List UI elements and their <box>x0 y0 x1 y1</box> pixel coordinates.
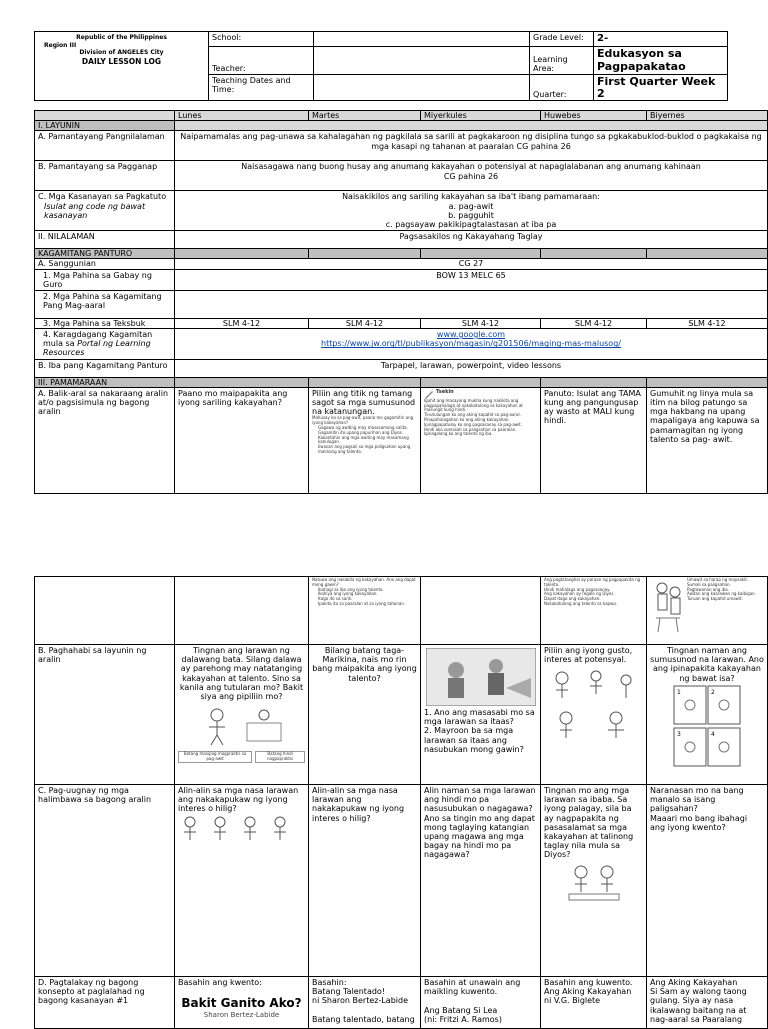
area-label: Learning Area: <box>530 47 594 75</box>
balik-martes-choice: Gagamitin ito upang papurihan ang Diyos. <box>318 429 404 435</box>
talents-illustration <box>546 666 642 746</box>
day-header: Biyernes <box>647 111 768 121</box>
day-header: Miyerkules <box>421 111 541 121</box>
cont-huwebes-item: Dapat itago ang kakayahan. <box>544 596 601 602</box>
learning-resources-label-cell <box>35 329 175 360</box>
paghahabi-lunes-text: Tingnan ang larawan ng dalawang bata. Silang dalawa ay parehong may natatanging kakayahan at talento. Sino sa kanila ang tutularan mo? Bakit siya ang pipiliin mo? <box>179 646 304 701</box>
row-label-note: Portal ng Learning Resources <box>43 339 151 358</box>
balik-martes-text: Piliin ang titik ng tamang sagot sa mga sumusunod na katanungan. <box>312 388 416 417</box>
numbered-pictures-grid <box>673 685 741 767</box>
paghahabi-miyerkules-text: 1. Ano ang masasabi mo sa mga larawan sa itaas? 2. Mayroon ba sa mga larawan sa itaas ang nasubukan mong gawin? <box>424 708 535 754</box>
pamamaraan-fill <box>175 377 309 387</box>
praying-children-illustration <box>563 862 625 902</box>
balik-miyerkules-item: Tinutulungan ko ang aking kapatid sa pag-aaral. <box>424 412 521 418</box>
pamamaraan-fill <box>421 377 541 387</box>
svg-text:3: 3 <box>677 730 681 738</box>
cont-martes-choice: Ikahiya ang iyong kakayahan. <box>318 591 378 597</box>
svg-text:1: 1 <box>677 688 681 696</box>
dates-label: Teaching Dates and Time: <box>209 75 314 101</box>
org-line: Division of ANGELES City <box>79 49 164 56</box>
cont-martes-choice: Ipakita ito sa paaralan at sa iyong tahanan. <box>318 600 406 606</box>
section-layunin-fill <box>175 121 768 131</box>
paghahabi-biyernes-cell <box>647 645 768 785</box>
cont-biyernes-item: Awitan ang kaarawan ng kaibigan. <box>687 591 756 597</box>
iba-text: Tarpapel, larawan, powerpoint, video lessons <box>175 359 768 377</box>
balik-miyerkules-cell <box>421 387 541 493</box>
cont-huwebes-item: Hindi mahalaga ang pagsasanay. <box>544 586 611 592</box>
row-label: A. Pamantayang Pangnilalaman <box>35 131 175 161</box>
row-label: 4. Karagdagang Kagamitan mula sa <box>43 330 153 349</box>
caption-box: Batang hindi nagpapraktis <box>255 751 305 763</box>
pagtalakay-martes: Basahin: Batang Talentado! ni Sharon Bertez-Labide Batang talentado, batang <box>309 977 421 1029</box>
paghahabi-huwebes-cell <box>541 645 647 785</box>
cont-huwebes-item: Nakakatulong ang talento sa kapwa. <box>544 600 618 606</box>
balik-miyerkules-item: Ipinagpapatuloy ko ang pagsasanay sa pag-awit. <box>424 421 523 427</box>
row-label: C. Mga Kasanayan sa Pagkatuto <box>38 192 167 202</box>
cont-martes-choice: Ibahagi sa iba ang iyong talento. <box>318 586 384 592</box>
section-layunin: I. LAYUNIN <box>35 121 175 131</box>
row-label: 2. Mga Pahina sa Kagamitang Pang Mag-aaral <box>35 290 175 318</box>
gabay-text: BOW 13 MELC 65 <box>175 269 768 290</box>
pagtalakay-huwebes: Basahin ang kuwento. Ang Aking Kakayahan ni V.G. Biglete <box>541 977 647 1029</box>
teksbuk-value: SLM 4-12 <box>175 318 309 328</box>
row-label: B. Iba pang Kagamitang Panturo <box>35 359 175 377</box>
children-singing-illustration <box>650 578 684 634</box>
cont-martes-choice: Itago ito sa sarili. <box>318 596 353 602</box>
school-label: School: <box>209 32 314 47</box>
continuation-blank <box>421 577 541 645</box>
kasanayan-text-cell <box>175 191 768 231</box>
pagtalakay-lunes-text: Basahin ang kwento: <box>178 978 262 987</box>
continuation-biyernes-cell <box>647 577 768 645</box>
grade-value: 2- <box>594 32 728 47</box>
pagtalakay-biyernes: Ang Aking Kakayahan Si Sam ay walong taong gulang. Siya ay nasa ikalawang baitang na at nag-aaral sa Paaralang <box>647 977 768 1029</box>
sanggunian-text: CG 27 <box>175 259 768 269</box>
teksbuk-value: SLM 4-12 <box>647 318 768 328</box>
story-title: Bakit Ganito Ako? <box>181 996 302 1011</box>
org-line: DAILY LESSON LOG <box>81 56 162 66</box>
row-label: A. Sanggunian <box>35 259 175 269</box>
teacher-label: Teacher: <box>209 47 314 75</box>
nilalaman-text: Pagsasakilos ng Kakayahang Taglay <box>175 231 768 249</box>
lesson-table-page1 <box>34 110 768 494</box>
cont-huwebes-item: Ang kakayahan ay regalo ng Diyos. <box>544 591 615 597</box>
kasanayan-line: Naisakikilos ang sariling kakayahan sa iba't ibang pamamaraan: <box>342 192 600 202</box>
continuation-martes-cell <box>309 577 421 645</box>
pamantayang-pagganap-cell <box>175 161 768 191</box>
row-label: B. Pamantayang sa Pagganap <box>35 161 175 191</box>
balik-lunes: Paano mo maipapakita ang iyong sariling kakayahan? <box>175 387 309 493</box>
kasanayan-line: b. pagguhit <box>448 210 494 220</box>
section-kagamitan: KAGAMITANG PANTURO <box>35 249 175 259</box>
quarter-value: First Quarter Week 2 <box>594 75 728 101</box>
teksbuk-value: SLM 4-12 <box>421 318 541 328</box>
children-interests-illustration <box>178 814 298 844</box>
pamantayang-pangnilalaman-text: Naipamamalas ang pag-unawa sa kahalagahan ng pagkilala sa sarili at pagkakaroon ng disiplina tungo sa pgkakabuklod-buklod o pagkakaisa ng mga kasapi ng tahanan at paaralan CG pahina 26 <box>175 131 768 161</box>
story-author: Sharon Bertez-Labide <box>203 1010 280 1019</box>
balik-miyerkules-item: Hindi ako sumasali sa paligsahan sa paaralan. <box>424 426 517 432</box>
learning-resources-cell <box>175 329 768 360</box>
paguugnay-biyernes: Naranasan mo na bang manalo sa isang paligsahan? Maaari mo bang ibahagi ang iyong kwento? <box>647 785 768 977</box>
row-label: C. Pag-uugnay ng mga halimbawa sa bagong aralin <box>35 785 175 977</box>
cont-biyernes-item: Turuan ang kapatid umawit. <box>687 596 743 602</box>
pamamaraan-fill <box>541 377 647 387</box>
continuation-blank <box>35 577 175 645</box>
children-activities-photo <box>426 648 536 706</box>
kasanayan-line: c. pagsayaw pakikipagtalastasan at iba pa <box>385 219 557 229</box>
google-link[interactable]: www.google.com <box>436 330 506 340</box>
header-table <box>34 31 728 101</box>
school-value[interactable] <box>314 32 530 47</box>
org-block <box>35 32 209 101</box>
kagamitan-fill <box>541 249 647 259</box>
day-header: Lunes <box>175 111 309 121</box>
caption-box: Batang masipag magpraktis sa pag-awit <box>178 751 252 763</box>
dates-value[interactable] <box>314 75 530 101</box>
row-label: 3. Mga Pahina sa Teksbuk <box>35 318 175 328</box>
kasanayan-label-cell <box>35 191 175 231</box>
org-line: Region III <box>44 41 77 49</box>
teacher-value[interactable] <box>314 47 530 75</box>
row-label: D. Pagtalakay ng bagong konsepto at paglalahad ng bagong kasanayan #1 <box>35 977 175 1029</box>
balik-martes-choice: Kakantahin ang mga awiting may masamang kahulugan. <box>318 434 409 445</box>
day-header: Martes <box>309 111 421 121</box>
pamamaraan-fill <box>647 377 768 387</box>
balik-miyerkules-item: Iginagalang ko ang talento ng iba. <box>424 431 493 437</box>
two-children-illustration <box>187 703 297 749</box>
cont-biyernes-item: Umawit sa harap ng maysakit. <box>687 577 749 582</box>
day-header: Huwebes <box>541 111 647 121</box>
day-header-blank <box>35 111 175 121</box>
paguugnay-huwebes-text: Tingnan mo ang mga larawan sa ibaba. Sa iyong palagay, sila ba ay nagpapakita ng pasasalamat sa mga kakayahan at talinong taglay nila mula sa Diyos? <box>544 786 634 860</box>
jw-link[interactable]: https://www.jw.org/tl/publikasyon/magasin/g201506/maging-mas-malusog/ <box>321 339 621 349</box>
kasanayan-line: a. pag-awit <box>448 201 494 211</box>
paghahabi-martes: Bilang batang taga-Marikina, nais mo rin bang maipakita ang iyong talento? <box>309 645 421 785</box>
cont-martes-question: Natuwa ang nakakita ng kakayahan. Ano ang dapat mong gawin? <box>312 577 416 587</box>
pamantayang-pagganap-ref: CG pahina 26 <box>443 171 499 181</box>
kagamitan-fill <box>647 249 768 259</box>
row-label-note: Isulat ang code ng bawat kasanayan <box>44 201 146 220</box>
kagamitan-fill <box>421 249 541 259</box>
area-value: Edukasyon sa Pagpapakatao <box>594 47 728 75</box>
paghahabi-huwebes-text: Piliin ang iyong gusto, interes at potensyal. <box>544 646 633 665</box>
balik-huwebes: Panuto: Isulat ang TAMA kung ang pangungusap ay wasto at MALI kung hindi. <box>541 387 647 493</box>
paghahabi-miyerkules-cell <box>421 645 541 785</box>
pamamaraan-fill <box>309 377 421 387</box>
continuation-huwebes-cell <box>541 577 647 645</box>
balik-martes-cell <box>309 387 421 493</box>
quarter-label: Quarter: <box>530 75 594 101</box>
kagamitan-fill <box>175 249 309 259</box>
svg-text:2: 2 <box>711 688 715 696</box>
section-pamamaraan: III. PAMAMARAAN <box>35 377 175 387</box>
balik-biyernes: Gumuhit ng linya mula sa itim na bilog patungo sa mga hakbang na upang mapaligaya ang kapuwa sa pamamagitan ng iyong talento sa pag- awit. <box>647 387 768 493</box>
kagamitan-fill <box>309 249 421 259</box>
balik-martes-question: Mahusay ka sa pag-awit, paano mo gagamitin ang iyong kakayahan? <box>312 415 414 426</box>
paguugnay-huwebes-cell <box>541 785 647 977</box>
paghahabi-lunes-cell <box>175 645 309 785</box>
org-line: Republic of the Philippines <box>76 34 167 41</box>
row-label: B. Paghahabi sa layunin ng aralin <box>35 645 175 785</box>
pagtalakay-lunes-cell <box>175 977 309 1029</box>
svg-text:4: 4 <box>711 730 715 738</box>
continuation-blank <box>175 577 309 645</box>
cont-biyernes-item: Sumali sa paligsahan. <box>687 581 731 587</box>
cont-biyernes-item: Pagtawanan ang iba. <box>687 586 729 592</box>
kagamitang-value <box>175 290 768 318</box>
balik-martes-choice: Iiwasan ang pagsali sa mga paligsahan upang malinang ang talento. <box>318 444 411 454</box>
pamantayang-pagganap-text: Naisasagawa nang buong husay ang anumang kakayahan o potensiyal at napaglalabanan ang anumang kahinaan <box>241 162 701 172</box>
balik-miyerkules-text: Iguhit ang masayang mukha kung nakikita ang pagpapahalaga at nakakatulong sa kakayahan at masungit kung hindi. <box>424 397 523 413</box>
row-label: A. Balik-aral sa nakaraang aralin at/o pagsisimula ng bagong aralin <box>35 387 175 493</box>
grade-label: Grade Level: <box>530 32 594 47</box>
row-label: 1. Mga Pahina sa Gabay ng Guro <box>35 269 175 290</box>
paguugnay-lunes-text: Alin-alin sa mga nasa larawan ang nakakapukaw ng iyong interes o hilig? <box>178 786 299 814</box>
pagtalakay-miyerkules: Basahin at unawain ang maikling kuwento. Ang Batang Si Lea (ni: Fritzi A. Ramos) <box>421 977 541 1029</box>
balik-miyerkules-item: Pinapahalagahan ko ang aking kakayahan. <box>424 417 510 422</box>
paguugnay-miyerkules: Alin naman sa mga larawan ang hindi mo pa nasusubukan o nagagawa? Ano sa tingin mo ang dapat mong taglaying katangian upang magawa ang mga bagay na hindi mo pa nagagawa? <box>421 785 541 977</box>
lesson-table-page2 <box>34 576 768 1029</box>
paghahabi-biyernes-text: Tingnan naman ang sumusunod na larawan. Ano ang ipinapakita kakayahan ng bawat isa? <box>650 646 764 683</box>
paguugnay-lunes-cell <box>175 785 309 977</box>
balik-martes-choice: Gagawa ng awiting may masasamang salita. <box>318 424 408 430</box>
section-nilalaman: II. NILALAMAN <box>35 231 175 249</box>
balik-miyerkules-head: Tsekin <box>436 388 454 395</box>
teksbuk-value: SLM 4-12 <box>541 318 647 328</box>
paguugnay-martes: Alin-alin sa mga nasa larawan ang nakakapukaw ng iyong interes o hilig? <box>309 785 421 977</box>
teksbuk-value: SLM 4-12 <box>309 318 421 328</box>
cont-huwebes-item: Ang pagtatanghal ay paraan ng pagpapakita ng talento. <box>544 577 641 587</box>
